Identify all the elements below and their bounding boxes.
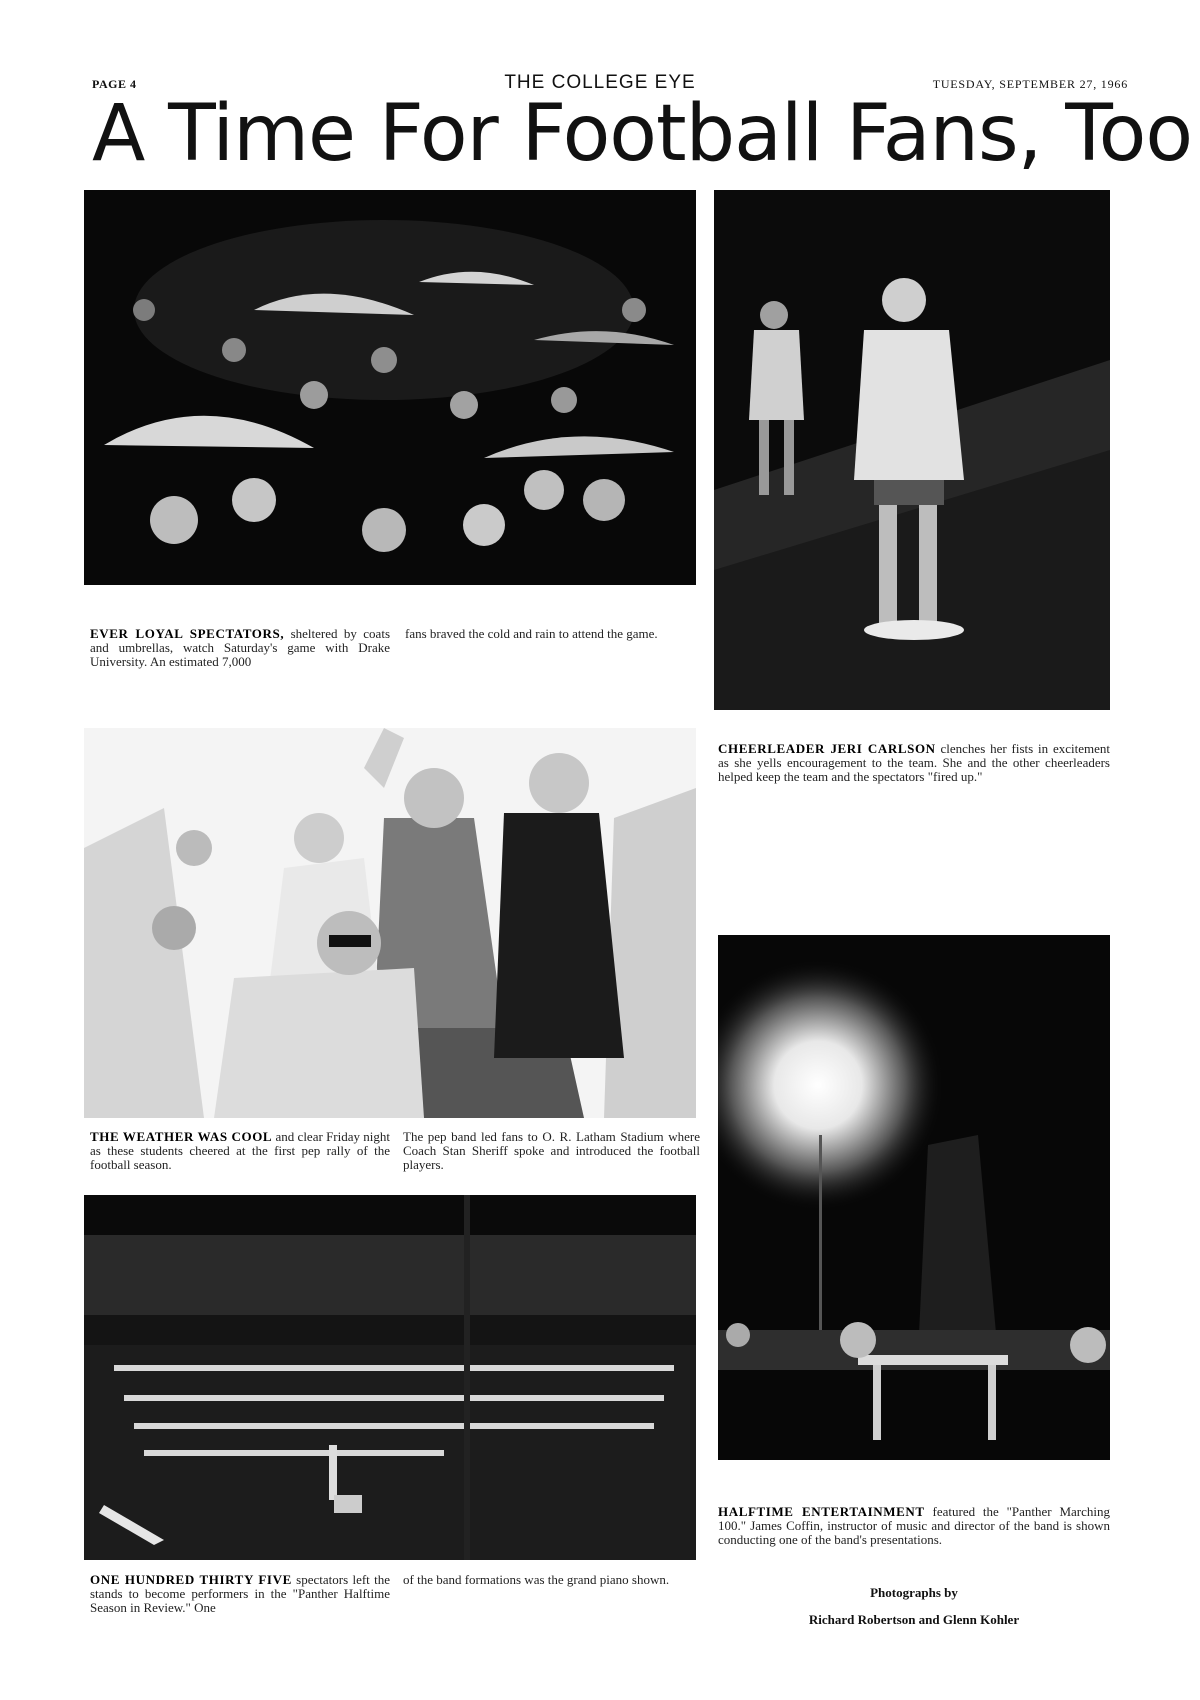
spectators-photo (84, 190, 696, 585)
weather-caption-col2: The pep band led fans to O. R. Latham Stadium where Coach Stan Sheriff spoke and introduced the football players. (403, 1129, 700, 1172)
masthead: THE COLLEGE EYE (504, 72, 696, 93)
issue-date: TUESDAY, SEPTEMBER 27, 1966 (932, 77, 1128, 91)
photo-credit-label: Photographs by (870, 1585, 958, 1600)
weather-caption-lead: THE WEATHER WAS COOL (90, 1129, 273, 1144)
cheerleader-caption (718, 742, 1110, 784)
spectators-caption-lead: EVER LOYAL SPECTATORS, (90, 626, 285, 641)
cheerleader-photo (714, 190, 1110, 710)
band-caption-col2: of the band formations was the grand piano shown. (403, 1572, 670, 1587)
band-caption-lead: ONE HUNDRED THIRTY FIVE (90, 1572, 292, 1587)
spectators-caption-text: sheltered by coats and umbrellas, watch Saturday's game with Drake University. An estimated 7,000 (90, 626, 391, 669)
spectators-caption-col2: fans braved the cold and rain to attend the game. (405, 626, 658, 641)
halftime-caption (718, 1505, 1110, 1547)
halftime-photo (718, 935, 1110, 1460)
band-caption-col1 (90, 1573, 390, 1615)
halftime-caption-lead: HALFTIME ENTERTAINMENT (718, 1504, 925, 1519)
page-number: PAGE 4 (92, 77, 137, 91)
halftime-caption-text: featured the "Panther Marching 100." James Coffin, instructor of music and director of the band is shown conducting one of the band's presentations. (718, 1504, 1111, 1547)
weather-caption-text: and clear Friday night as these students cheered at the first pep rally of the football season. (90, 1129, 391, 1172)
weather-caption-col1 (90, 1130, 390, 1172)
pep-rally-photo (84, 728, 696, 1118)
band-caption-text: spectators left the stands to become performers in the "Panther Halftime Season in Review." One (90, 1572, 391, 1615)
spectators-caption-col1 (90, 627, 390, 669)
cheerleader-caption-lead: CHEERLEADER JERI CARLSON (718, 741, 936, 756)
page-headline: A Time For Football Fans, Too (92, 89, 1193, 179)
marching-band-photo (84, 1195, 696, 1560)
cheerleader-caption-text: clenches her fists in excitement as she yells encouragement to the team. She and the other cheerleaders helped keep the team and the spectators "fired up." (718, 741, 1110, 784)
photo-credit-names: Richard Robertson and Glenn Kohler (808, 1612, 1020, 1627)
